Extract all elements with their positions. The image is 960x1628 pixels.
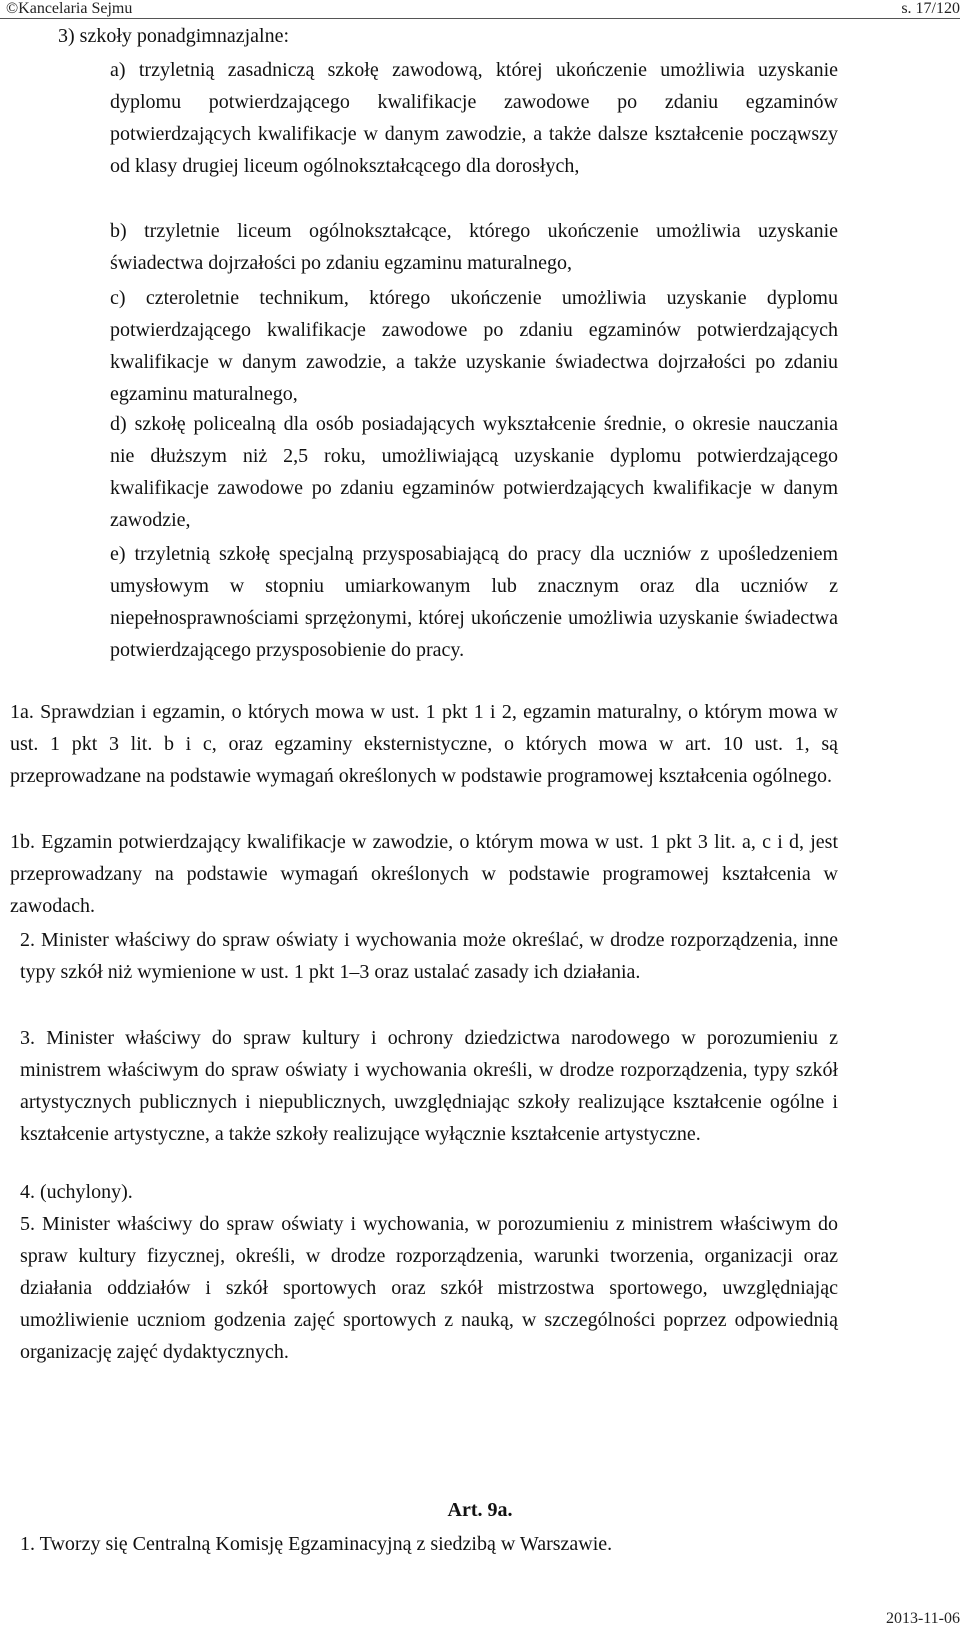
clause-number: 1a. (10, 701, 34, 723)
clause-number: 4. (20, 1181, 35, 1203)
section-heading: 3) szkoły ponadgimnazjalne: (58, 25, 290, 47)
clause-1a (10, 696, 838, 792)
clause-text: Minister właściwy do spraw kultury i ochrony dziedzictwa narodowego w porozumieniu z ministrem właściwym do spraw oświaty i wychowania określi, w drodze rozporządzenia, typy szkół artystycznych publicznych i niepublicznych, uwzględniając szkoły realizujące kształcenie ogólne i kształcenie artystyczne, a także szkoły realizujące wyłącznie kształcenie artystyczne. (20, 1027, 839, 1145)
clause-text: Tworzy się Centralną Komisję Egzaminacyjną z siedzibą w Warszawie. (39, 1533, 613, 1555)
clause-text: Egzamin potwierdzający kwalifikacje w zawodzie, o którym mowa w ust. 1 pkt 3 lit. a, c i d, jest przeprowadzany na podstawie wymagań określonych w podstawie programowej kształcenia w zawodach. (10, 831, 839, 917)
list-item-a (110, 54, 838, 182)
item-marker: e) (110, 543, 126, 565)
item-text: czteroletnie technikum, którego ukończenie umożliwia uzyskanie dyplomu potwierdzającego kwalifikacje zawodowe po zdaniu egzaminów potwierdzających kwalifikacje w danym zawodzie, a także uzyskanie świadectwa dojrzałości po zdaniu egzaminu maturalnego, (110, 287, 838, 405)
item-marker: b) (110, 220, 127, 242)
list-item-b (110, 215, 838, 279)
header-page-number: s. 17/120 (901, 0, 960, 17)
item-marker: c) (110, 287, 126, 309)
item-marker: a) (110, 59, 126, 81)
item-text: trzyletnią szkołę specjalną przysposabiającą do pracy dla uczniów z upośledzeniem umysłowym w stopniu umiarkowanym lub znacznym oraz dla uczniów z niepełnosprawnościami sprzężonymi, której ukończenie umożliwia uzyskanie świadectwa potwierdzającego przysposobienie do pracy. (110, 543, 839, 661)
list-item-d (110, 408, 838, 536)
clause-number: 1. (20, 1533, 35, 1555)
clause-2 (20, 924, 838, 988)
item-text: szkołę policealną dla osób posiadających wykształcenie średnie, o okresie nauczania nie dłuższym niż 2,5 roku, umożliwiającą uzyskanie dyplomu potwierdzającego kwalifikacje zawodowe po zdaniu egzaminów potwierdzających kwalifikacje w danym zawodzie, (110, 413, 839, 531)
clause-text: Sprawdzian i egzamin, o których mowa w ust. 1 pkt 1 i 2, egzamin maturalny, o którym mowa w ust. 1 pkt 3 lit. b i c, oraz egzaminy eksternistyczne, o których mowa w art. 10 ust. 1, są przeprowadzane na podstawie wymagań określonych w podstawie programowej kształcenia ogólnego. (10, 701, 838, 787)
item-text: trzyletnie liceum ogólnokształcące, którego ukończenie umożliwia uzyskanie świadectwa dojrzałości po zdaniu egzaminu maturalnego, (110, 220, 838, 274)
article-clause-1 (20, 1528, 838, 1560)
clause-5 (20, 1208, 838, 1368)
item-marker: d) (110, 413, 127, 435)
clause-text: Minister właściwy do spraw oświaty i wychowania, w porozumieniu z ministrem właściwym do spraw kultury fizycznej, określi, w drodze rozporządzenia, warunki tworzenia, organizacji oraz działania oddziałów i szkół sportowych oraz szkół mistrzostwa sportowego, uwzględniając umożliwienie uczniom godzenia zajęć sportowych z nauką, w szczególności poprzez odpowiednią organizację zajęć dydaktycznych. (20, 1213, 839, 1363)
clause-text: (uchylony). (40, 1181, 133, 1203)
clause-3 (20, 1022, 838, 1150)
clause-1b (10, 826, 838, 922)
clause-text: Minister właściwy do spraw oświaty i wychowania może określać, w drodze rozporządzenia, inne typy szkół niż wymienione w ust. 1 pkt 1–3 oraz ustalać zasady ich działania. (20, 929, 839, 983)
header-source: ©Kancelaria Sejmu (6, 0, 133, 17)
article-heading: Art. 9a. (447, 1499, 513, 1521)
item-text: trzyletnią zasadniczą szkołę zawodową, której ukończenie umożliwia uzyskanie dyplomu potwierdzającego kwalifikacje zawodowe po zdaniu egzaminów potwierdzających kwalifikacje w danym zawodzie, a także dalsze kształcenie począwszy od klasy drugiej liceum ogólnokształcącego dla dorosłych, (110, 59, 838, 177)
clause-number: 2. (20, 929, 35, 951)
footer-date: 2013-11-06 (885, 1610, 960, 1627)
clause-4 (20, 1176, 838, 1208)
clause-number: 5. (20, 1213, 35, 1235)
header-divider (0, 18, 960, 19)
list-item-c (110, 282, 838, 410)
clause-number: 3. (20, 1027, 35, 1049)
clause-number: 1b. (10, 831, 35, 853)
list-item-e (110, 538, 838, 666)
